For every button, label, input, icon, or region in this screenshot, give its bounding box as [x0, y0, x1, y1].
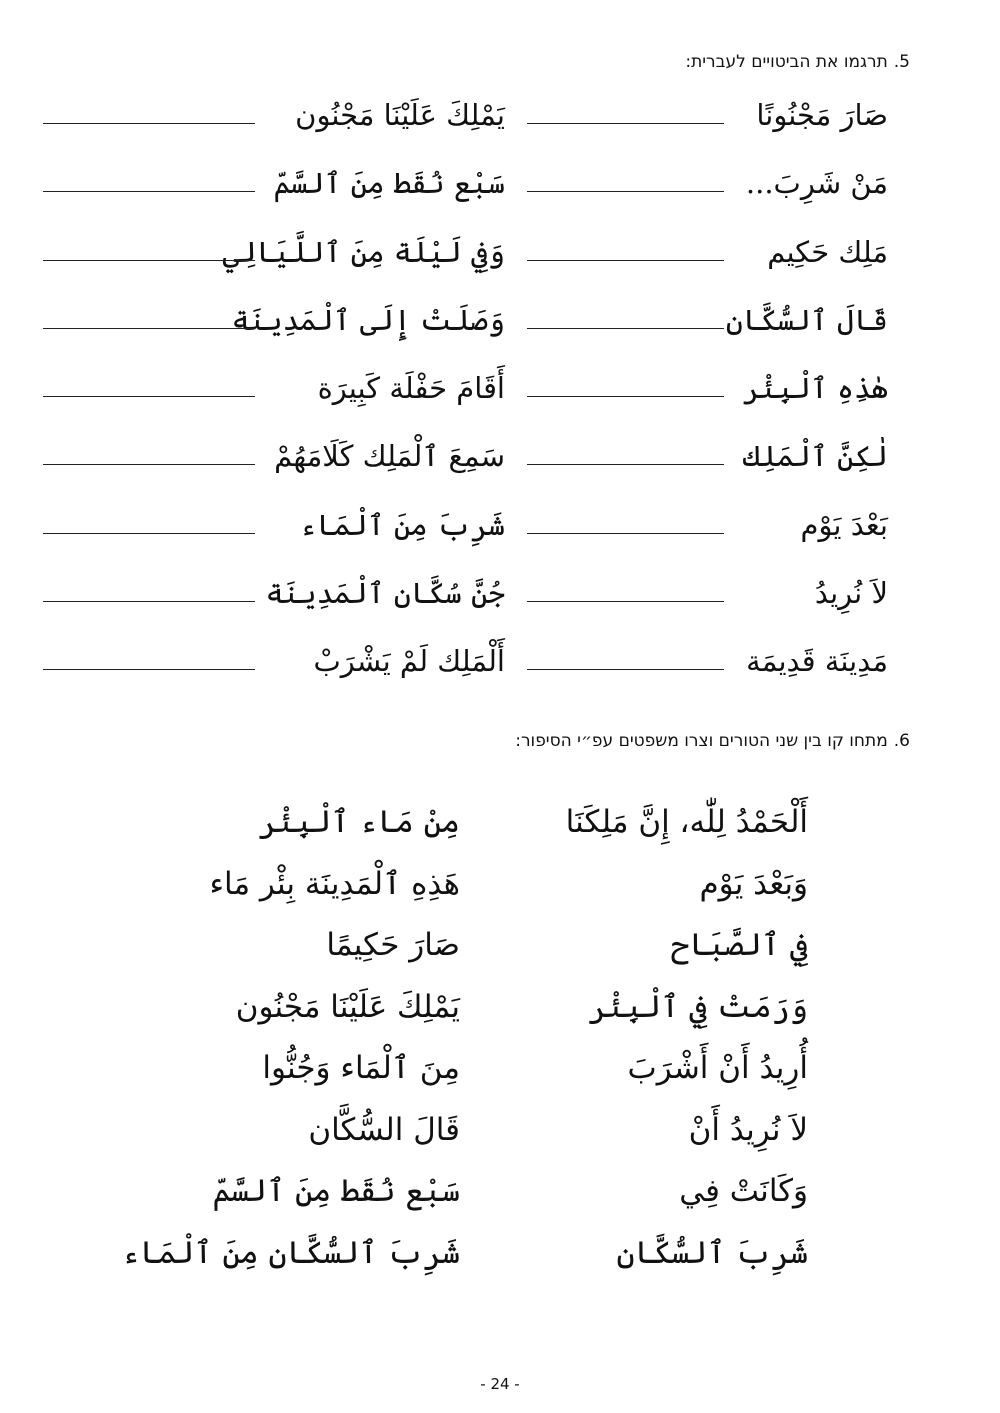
match-left-item[interactable]: يَمْلِكَ عَلَيْنَا مَجْنُون: [235, 988, 460, 1025]
phrase-left: أَقَامَ حَفْلَة كَبِيرَة: [317, 371, 505, 406]
answer-line-left[interactable]: [43, 260, 255, 261]
phrase-right: صَارَ مَجْنُونًا: [756, 98, 888, 132]
translation-row: [0, 88, 1000, 156]
answer-line-left[interactable]: [43, 328, 255, 329]
phrase-left: سَمِعَ ٱلْمَلِك كَلَامَهُمْ: [274, 439, 505, 474]
phrase-right: مَنْ شَرِبَ...: [745, 166, 888, 201]
translation-row: [0, 634, 1000, 702]
answer-line-left[interactable]: [43, 191, 255, 192]
matching-row: [0, 1046, 1000, 1108]
match-left-item[interactable]: قَالَ السُّكَّان: [308, 1111, 460, 1148]
answer-line-right[interactable]: [527, 669, 724, 670]
match-left-item[interactable]: هَذِهِ ٱلْمَدِينَة بِئْر مَاء: [209, 865, 460, 902]
matching-row: [0, 1231, 1000, 1293]
translation-table: [0, 88, 1000, 703]
matching-row: [0, 985, 1000, 1047]
answer-line-left[interactable]: [43, 123, 255, 124]
match-left-item[interactable]: مِنْ مَاء ٱلْبِئْر: [258, 804, 460, 840]
phrase-left: سَبْع نُقَط مِنَ ٱلسَّمّ: [273, 166, 505, 201]
phrase-left: وَصَلَتْ إِلَى ٱلْمَدِينَة: [231, 302, 505, 337]
match-right-item[interactable]: وَكَانَتْ فِي: [679, 1173, 808, 1209]
translation-row: [0, 429, 1000, 497]
match-right-item[interactable]: أُرِيدُ أَنْ أَشْرَبَ: [627, 1050, 808, 1086]
answer-line-left[interactable]: [43, 396, 255, 397]
phrase-right: هٰذِهِ ٱلْبِئْر: [742, 371, 888, 406]
match-left-item[interactable]: شَرِبَ ٱلسُّكَّان مِنَ ٱلْمَاء: [121, 1234, 460, 1271]
translation-row: [0, 293, 1000, 361]
exercise-5-instruction-text: תרגמו את הביטויים לעברית:: [685, 52, 888, 72]
exercise-6-number: 6.: [893, 731, 910, 751]
match-left-item[interactable]: صَارَ حَكِيمًا: [326, 927, 460, 963]
phrase-left: أَلْمَلِك لَمْ يَشْرَبْ: [313, 644, 505, 679]
exercise-5-instruction: [685, 52, 910, 72]
match-right-item[interactable]: أَلْحَمْدُ لِلّٰه، إِنَّ مَلِكَنَا: [565, 804, 808, 840]
phrase-right: مَدِينَة قَدِيمَة: [746, 644, 888, 679]
matching-row: [0, 1108, 1000, 1170]
answer-line-left[interactable]: [43, 669, 255, 670]
answer-line-right[interactable]: [527, 533, 724, 534]
answer-line-right[interactable]: [527, 328, 724, 329]
matching-row: [0, 800, 1000, 862]
translation-row: [0, 361, 1000, 429]
answer-line-left[interactable]: [43, 464, 255, 465]
match-right-item[interactable]: وَبَعْدَ يَوْم: [699, 865, 808, 902]
page-number: - 24 -: [480, 1375, 520, 1393]
answer-line-right[interactable]: [527, 464, 724, 465]
match-right-item[interactable]: وَرَمَتْ فِي ٱلْبِئْر: [588, 988, 808, 1025]
exercise-5-number: 5.: [893, 52, 910, 72]
phrase-right: بَعْدَ يَوْم: [800, 507, 888, 542]
matching-row: [0, 1169, 1000, 1231]
phrase-left: يَمْلِكَ عَلَيْنَا مَجْنُون: [295, 98, 505, 132]
match-right-item[interactable]: فِي ٱلصَّبَاح: [670, 927, 808, 963]
translation-row: [0, 498, 1000, 566]
translation-row: [0, 566, 1000, 634]
matching-row: [0, 862, 1000, 924]
answer-line-right[interactable]: [527, 601, 724, 602]
translation-row: [0, 225, 1000, 293]
match-left-item[interactable]: سَبْع نُقَط مِنَ ٱلسَّمّ: [212, 1173, 460, 1209]
match-right-item[interactable]: شَرِبَ ٱلسُّكَّان: [616, 1234, 808, 1271]
answer-line-right[interactable]: [527, 191, 724, 192]
matching-row: [0, 923, 1000, 985]
answer-line-right[interactable]: [527, 396, 724, 397]
answer-line-right[interactable]: [527, 123, 724, 124]
phrase-right: لاَ نُرِيدُ: [814, 576, 888, 611]
match-left-item[interactable]: مِنَ ٱلْمَاء وَجُنُّوا: [262, 1050, 460, 1086]
phrase-right: مَلِك حَكِيم: [767, 234, 888, 269]
phrase-left: شَرِبَ مِنَ ٱلْمَاء: [299, 507, 505, 542]
exercise-6-instruction-text: מתחו קו בין שני הטורים וצרו משפטים עפ״י הסיפור:: [515, 731, 888, 751]
answer-line-left[interactable]: [43, 601, 255, 602]
answer-line-left[interactable]: [43, 533, 255, 534]
phrase-left: وَفِي لَيْلَة مِنَ ٱللَّيَالِي: [222, 234, 505, 269]
matching-columns: [0, 800, 1000, 1292]
translation-row: [0, 156, 1000, 224]
phrase-left: جُنَّ سُكَّان ٱلْمَدِينَة: [265, 576, 505, 611]
match-right-item[interactable]: لاَ نُرِيدُ أَنْ: [688, 1111, 808, 1148]
answer-line-right[interactable]: [527, 260, 724, 261]
exercise-6-instruction: [515, 731, 910, 751]
phrase-right: قَالَ ٱلسُّكَّان: [725, 302, 888, 337]
phrase-right: لٰكِنَّ ٱلْمَلِك: [742, 439, 888, 474]
